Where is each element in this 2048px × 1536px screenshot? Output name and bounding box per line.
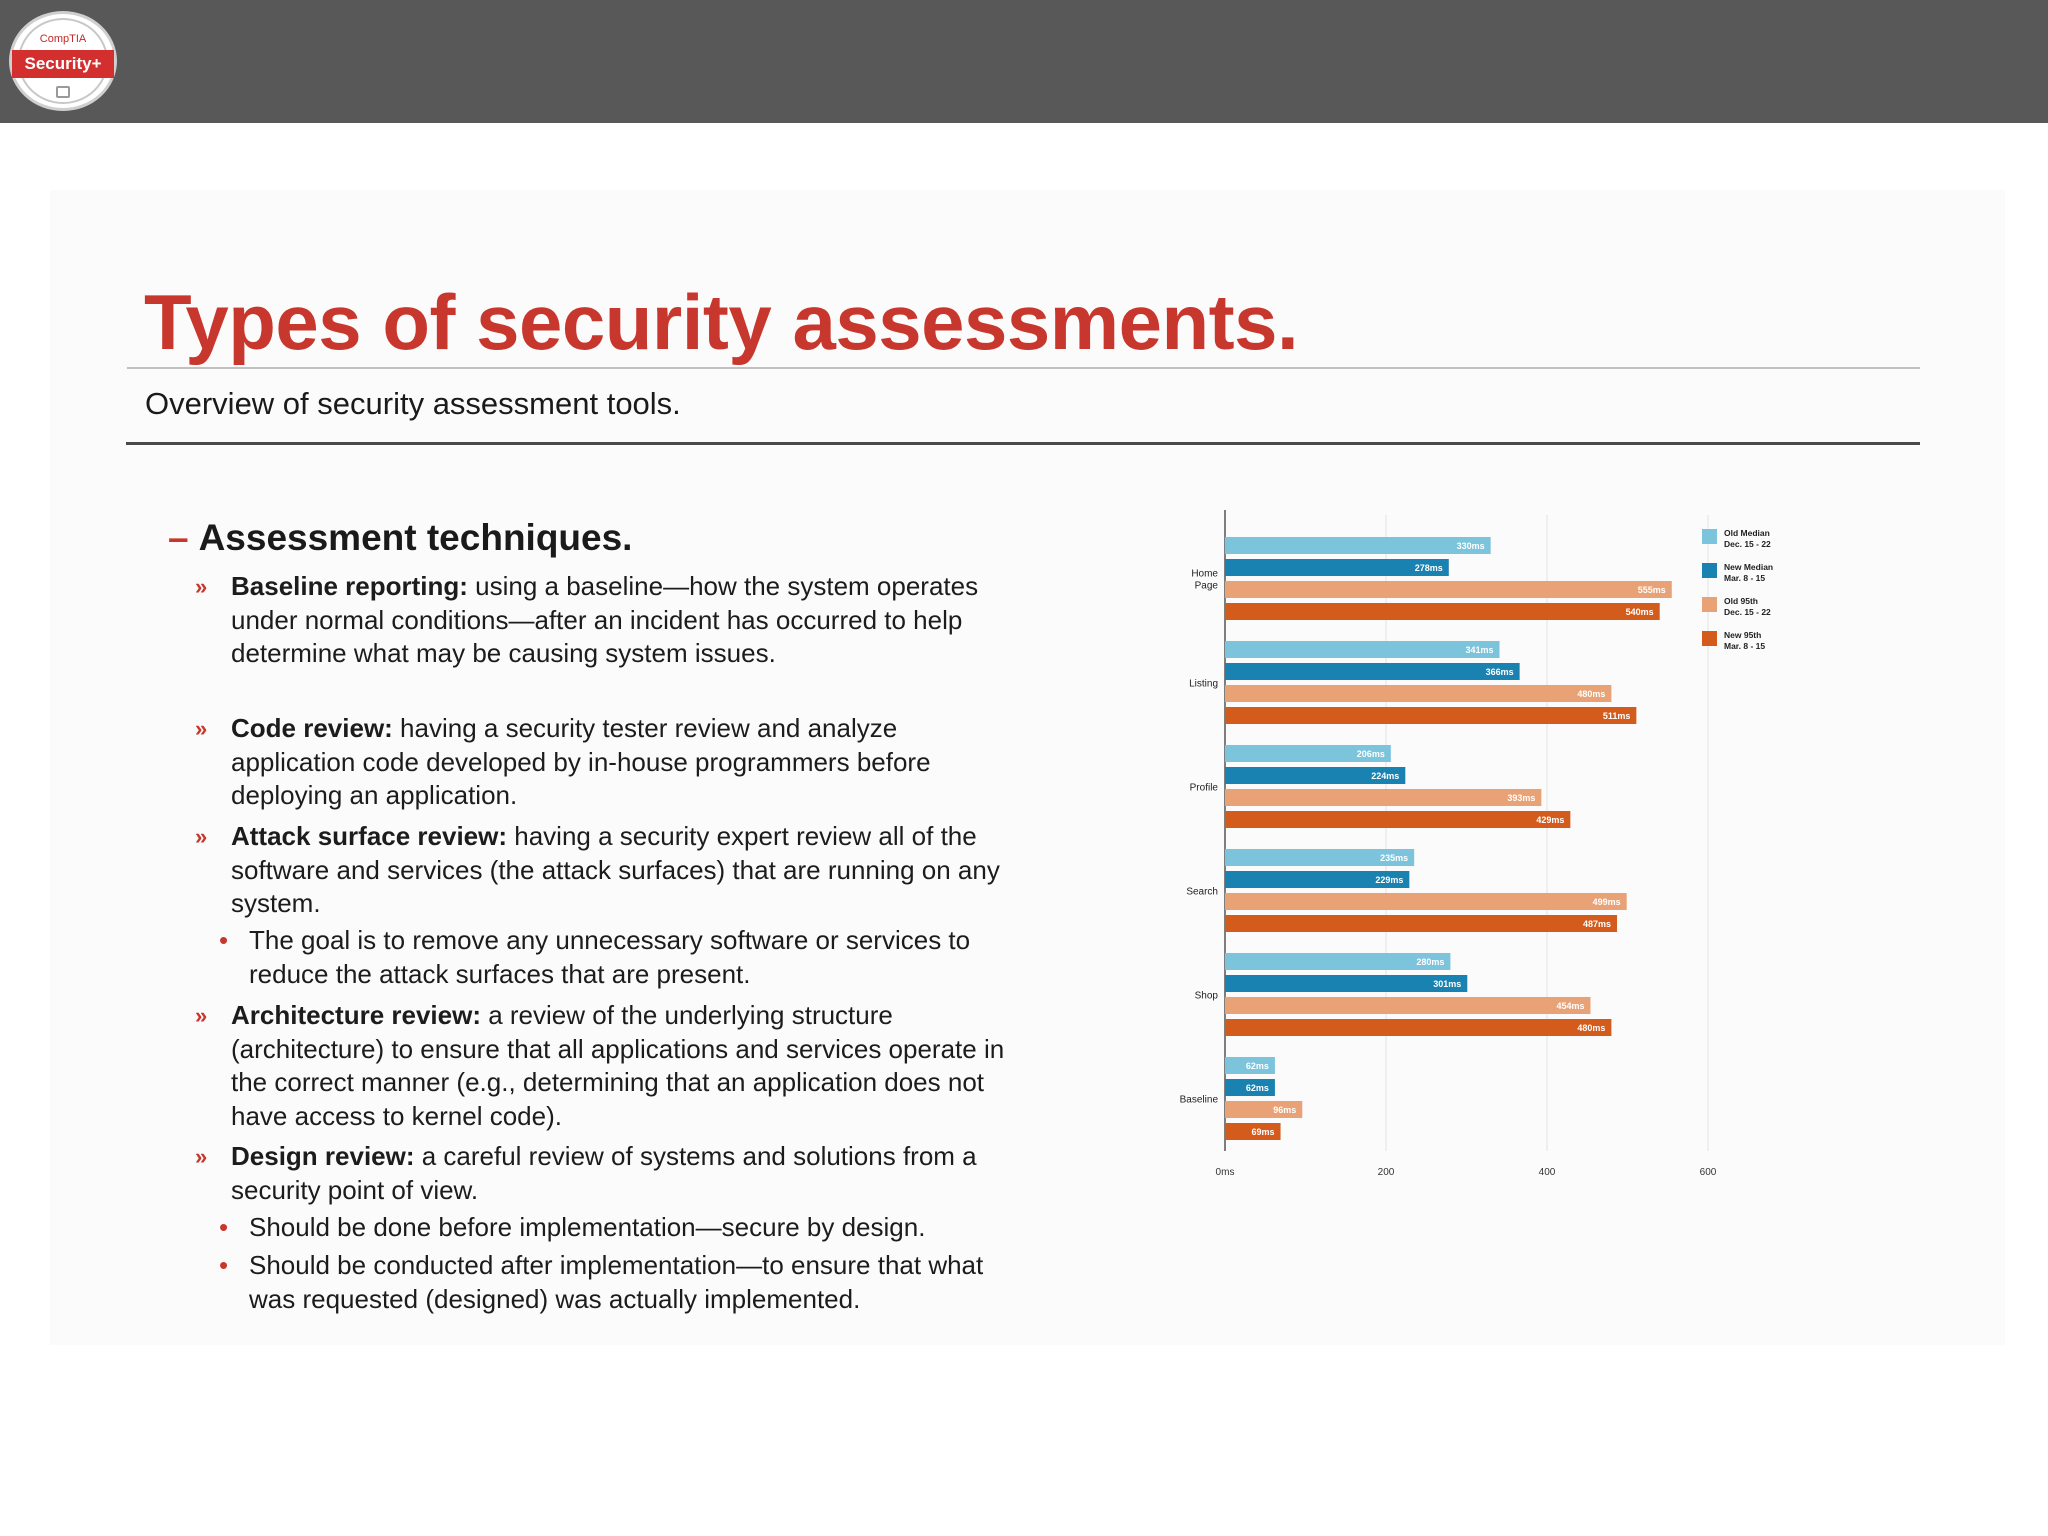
title-divider — [127, 367, 1920, 369]
bullet-term: Baseline reporting: — [231, 571, 468, 601]
lock-icon — [56, 86, 70, 98]
subtitle-divider — [126, 442, 1920, 445]
bullet-term: Design review: — [231, 1141, 415, 1171]
legend-label: Mar. 8 - 15 — [1724, 573, 1766, 583]
bar-value-label: 224ms — [1371, 771, 1400, 781]
x-tick-label: 400 — [1538, 1167, 1556, 1178]
bar-value-label: 96ms — [1273, 1105, 1297, 1115]
legend-swatch — [1702, 563, 1717, 578]
section-heading-text: Assessment techniques. — [198, 517, 633, 558]
category-label: Profile — [1189, 782, 1218, 794]
bar — [1225, 581, 1672, 598]
bar — [1225, 789, 1541, 806]
bullet-attack-surface-review — [195, 820, 1011, 921]
bar-value-label: 341ms — [1465, 645, 1494, 655]
bar-value-label: 429ms — [1536, 815, 1565, 825]
chevron-icon: » — [195, 574, 208, 599]
bullet-term: Architecture review: — [231, 1000, 481, 1030]
bar-value-label: 229ms — [1375, 875, 1404, 885]
legend-label: New Median — [1724, 562, 1774, 572]
bar-value-label: 480ms — [1577, 1023, 1606, 1033]
bar — [1225, 811, 1570, 828]
category-label: Page — [1194, 580, 1218, 592]
chevron-icon: » — [195, 1144, 208, 1169]
bar-value-label: 62ms — [1245, 1083, 1269, 1093]
bar-value-label: 280ms — [1416, 957, 1445, 967]
legend-label: Old Median — [1724, 528, 1770, 538]
sub-bullet-attack-surface-goal — [219, 924, 1009, 991]
legend-swatch — [1702, 529, 1717, 544]
bullet-architecture-review — [195, 999, 1011, 1133]
response-time-bar-chart — [1150, 515, 1800, 1178]
legend-label: Dec. 15 - 22 — [1724, 539, 1771, 549]
section-heading: – Assessment techniques. — [168, 517, 633, 558]
bullet-baseline-reporting — [195, 570, 1011, 671]
bar — [1225, 603, 1660, 620]
bar-value-label: 301ms — [1433, 979, 1462, 989]
category-label: Search — [1186, 886, 1218, 898]
bullet-text: a review of the underlying structure (architecture) to ensure that all applications and services operate in the correct manner (e.g., determining that an application does not have access to kernel code). — [231, 1000, 1005, 1131]
bullet-design-review — [195, 1140, 1011, 1207]
bar — [1225, 997, 1590, 1014]
bar-value-label: 540ms — [1625, 607, 1654, 617]
legend-swatch — [1702, 631, 1717, 646]
bar-value-label: 206ms — [1356, 749, 1385, 759]
category-label: Baseline — [1179, 1094, 1218, 1106]
bullet-dot-icon: • — [219, 1212, 229, 1242]
bar — [1225, 663, 1520, 680]
legend-label: Dec. 15 - 22 — [1724, 607, 1771, 617]
comptia-security-plus-logo — [9, 11, 117, 111]
bullet-code-review — [195, 712, 1011, 813]
legend-label: Mar. 8 - 15 — [1724, 641, 1766, 651]
x-tick-label: 200 — [1377, 1167, 1395, 1178]
bullet-dot-icon: • — [219, 1250, 229, 1280]
x-tick-label: 600 — [1699, 1167, 1717, 1178]
sub-bullet-text: Should be done before implementation—secure by design. — [249, 1212, 926, 1242]
bar-value-label: 511ms — [1602, 711, 1631, 721]
chevron-icon: » — [195, 1003, 208, 1028]
bar — [1225, 537, 1491, 554]
sub-bullet-before-implementation — [219, 1211, 1009, 1245]
bar-value-label: 69ms — [1251, 1127, 1275, 1137]
bar-value-label: 278ms — [1414, 563, 1443, 573]
logo-brand: CompTIA — [39, 33, 87, 45]
bullet-term: Attack surface review: — [231, 821, 508, 851]
legend-swatch — [1702, 597, 1717, 612]
bar-value-label: 499ms — [1592, 897, 1621, 907]
top-bar — [0, 0, 2048, 123]
bar — [1225, 707, 1636, 724]
bar-value-label: 487ms — [1583, 919, 1612, 929]
category-label: Home — [1191, 568, 1218, 580]
bullet-text: using a baseline—how the system operates under normal conditions—after an incident has occurred to help determine what may be causing system issues. — [231, 571, 979, 668]
legend-label: New 95th — [1724, 630, 1762, 640]
slide-title: Types of security assessments. — [144, 278, 1299, 366]
bar — [1225, 641, 1500, 658]
bullet-text: having a security expert review all of the software and services (the attack surfaces) that are running on any system. — [231, 821, 1000, 918]
bullet-text: having a security tester review and analyze application code developed by in-house programmers before deploying an application. — [231, 713, 931, 810]
slide-subtitle: Overview of security assessment tools. — [145, 386, 681, 421]
category-label: Listing — [1189, 678, 1218, 690]
bar-value-label: 62ms — [1245, 1061, 1269, 1071]
bar — [1225, 685, 1611, 702]
chevron-icon: » — [195, 824, 208, 849]
bar-value-label: 235ms — [1380, 853, 1409, 863]
sub-bullet-after-implementation — [219, 1249, 1009, 1316]
category-label: Shop — [1194, 990, 1218, 1002]
bar-value-label: 480ms — [1577, 689, 1606, 699]
bar-value-label: 330ms — [1456, 541, 1485, 551]
x-tick-label: 0ms — [1215, 1167, 1235, 1178]
sub-bullet-text: Should be conducted after implementation—to ensure that what was requested (designed) was actually implemented. — [249, 1250, 984, 1314]
chevron-icon: » — [195, 716, 208, 741]
bullet-term: Code review: — [231, 713, 393, 743]
bullet-text: a careful review of systems and solutions from a security point of view. — [231, 1141, 977, 1205]
bar-value-label: 454ms — [1556, 1001, 1585, 1011]
sub-bullet-text: The goal is to remove any unnecessary software or services to reduce the attack surfaces that are present. — [249, 925, 971, 989]
bar — [1225, 915, 1617, 932]
bar — [1225, 893, 1627, 910]
bullet-dot-icon: • — [219, 925, 229, 955]
bar — [1225, 975, 1467, 992]
legend-label: Old 95th — [1724, 596, 1759, 606]
bar-value-label: 393ms — [1507, 793, 1536, 803]
bar-value-label: 555ms — [1637, 585, 1666, 595]
bar-value-label: 366ms — [1485, 667, 1514, 677]
logo-name: Security+ — [12, 50, 114, 78]
bar — [1225, 1019, 1611, 1036]
